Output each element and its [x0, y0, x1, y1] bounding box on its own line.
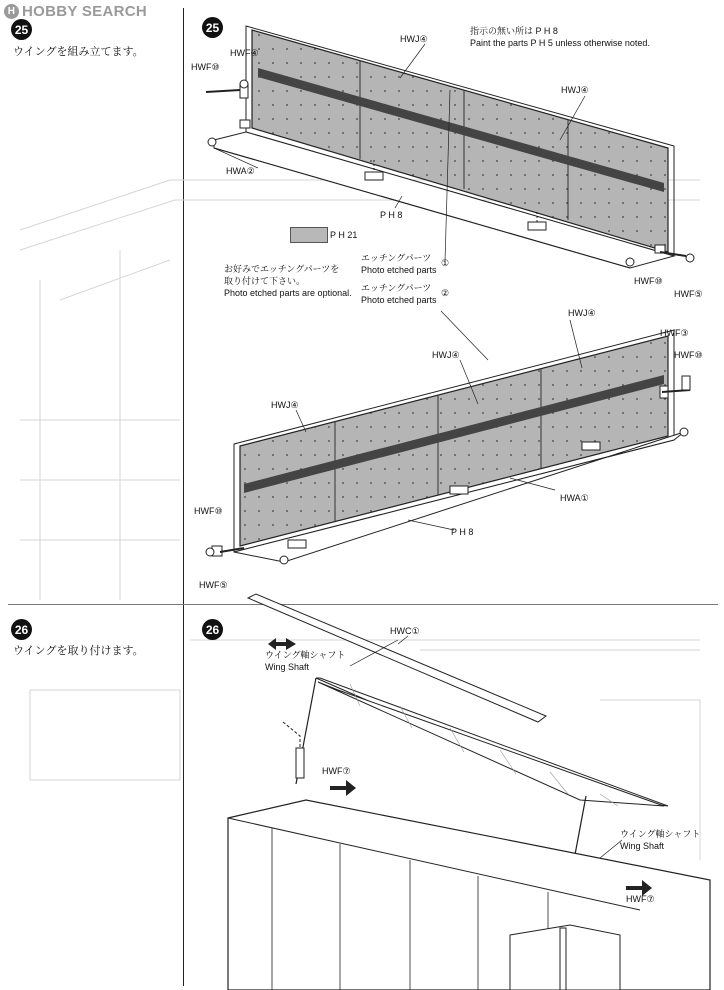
watermark-text: HOBBY SEARCH [22, 3, 148, 20]
wing-shaft-en-a: Wing Shaft [265, 662, 310, 672]
step-25-instruction: ウイングを組み立てます。 [13, 45, 144, 58]
wing-shaft-en-b: Wing Shaft [620, 841, 665, 851]
label-lower-hwf5: HWF⑤ [199, 580, 228, 590]
label-lower-hwj4-a: HWJ④ [271, 400, 299, 410]
etched-2-en: Photo etched parts [361, 295, 437, 305]
label-lower-hwj4-c: HWJ④ [568, 308, 596, 318]
paint-note-jp: 指示の無い所は P H 8 [470, 26, 558, 36]
etched-2-jp: エッチングパーツ [361, 283, 432, 293]
label-lower-hwf3: HWF③ [660, 328, 689, 338]
etched-2-num: ② [441, 288, 450, 298]
label-hwf7-b: HWF⑦ [626, 894, 655, 904]
label-lower-hwf10-right: HWF⑩ [674, 350, 703, 360]
wing-shaft-jp-a: ウイング軸シャフト [265, 650, 346, 660]
label-upper-hwf4: HWF④ [230, 48, 259, 58]
label-lower-hwf10-left: HWF⑩ [194, 506, 223, 516]
step-26-diagram-badge: 26 [202, 619, 223, 640]
optional-note-en: Photo etched parts are optional. [224, 288, 352, 298]
wing-shaft-jp-b: ウイング軸シャフト [620, 829, 701, 839]
step-26-badge: 26 [11, 619, 32, 640]
label-upper-hwa2: HWA② [226, 166, 255, 176]
label-lower-ph8: P H 8 [451, 527, 474, 537]
watermark-logo-icon: H [4, 4, 19, 19]
paint-swatch-label: P H 21 [330, 230, 358, 240]
step-25-diagram-badge: 25 [202, 17, 223, 38]
label-hwf7-a: HWF⑦ [322, 766, 351, 776]
label-upper-hwj4-b: HWJ④ [561, 85, 589, 95]
label-upper-hwf5: HWF⑤ [674, 289, 703, 299]
label-upper-hwf10-left: HWF⑩ [191, 62, 220, 72]
label-lower-hwa1: HWA① [560, 493, 589, 503]
etched-1-jp: エッチングパーツ [361, 253, 432, 263]
optional-note-jp-2: 取り付けて下さい。 [224, 276, 306, 286]
label-upper-hwf10-right: HWF⑩ [634, 276, 663, 286]
label-upper-hwj4-a: HWJ④ [400, 34, 428, 44]
step-25-badge: 25 [11, 19, 32, 40]
optional-note-jp-1: お好みでエッチングパーツを [224, 264, 340, 274]
paint-note-en: Paint the parts P H 5 unless otherwise noted. [470, 38, 650, 48]
label-hwc1: HWC① [390, 626, 420, 636]
label-upper-ph8: P H 8 [380, 210, 403, 220]
etched-1-num: ① [441, 258, 450, 268]
etched-1-en: Photo etched parts [361, 265, 437, 275]
step-26-instruction: ウイングを取り付けます。 [13, 644, 144, 657]
label-lower-hwj4-b: HWJ④ [432, 350, 460, 360]
